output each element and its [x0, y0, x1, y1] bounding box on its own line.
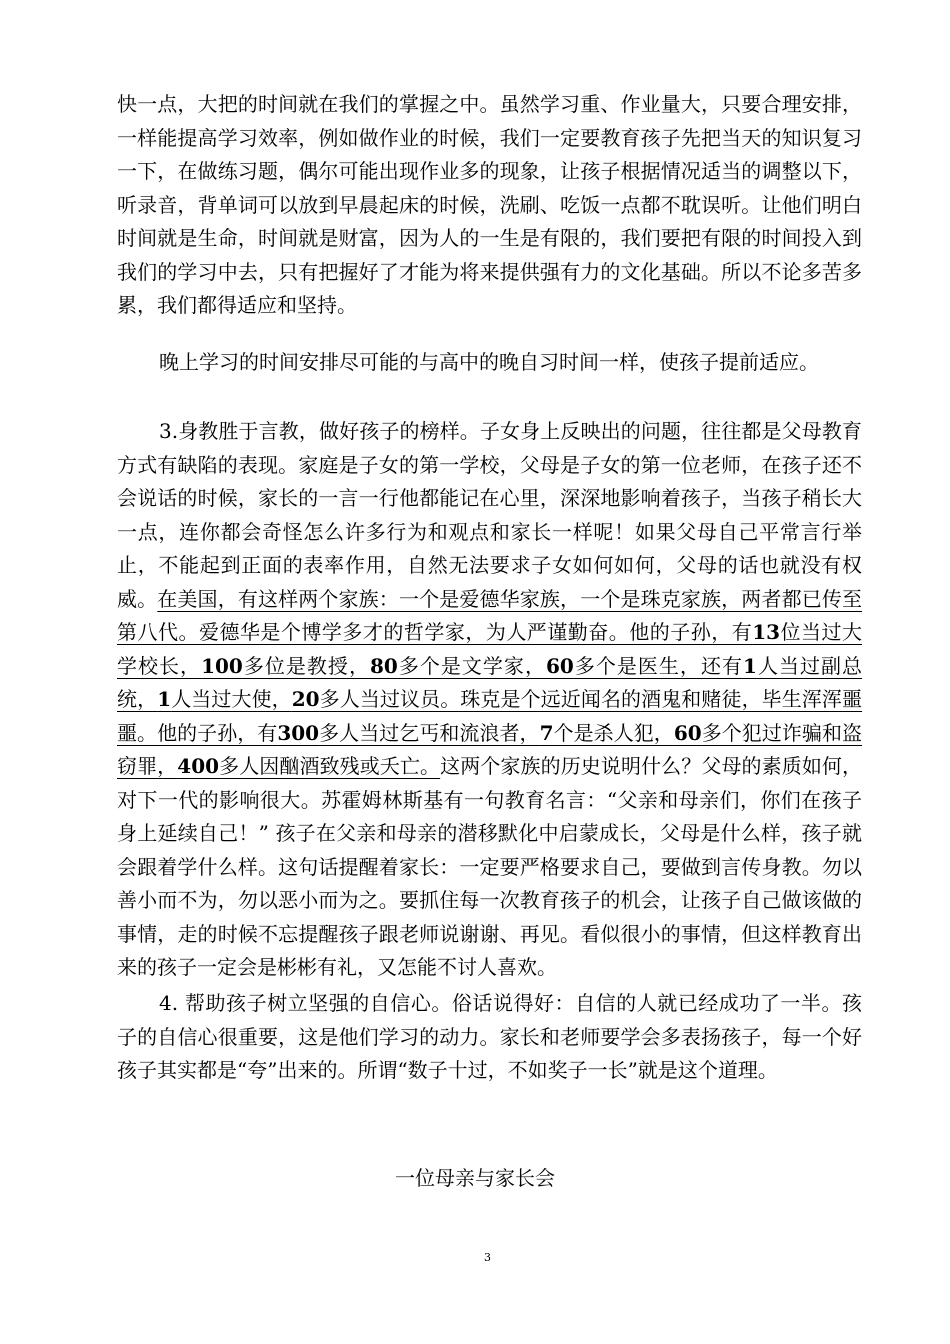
- paragraph-text: 这两个家族的历史说明什么？父母的素质如何，对下一代的影响很大。苏霍姆林斯基有一句教育名言：“父亲和母亲们，你们在孩子身上延续自己！” 孩子在父亲和母亲的潜移默化中启蒙成长，父母是什么样，孩子就会跟着学什么样。这句话提醒着家长：一定要严格要求自己，要做到言传身教。勿以善小而不为，勿以恶小而为之。要抓住每一次教育孩子的机会，让孩子自己做该做的事情，走的时候不忘提醒孩子跟老师说谢谢、再见。看似很小的事情，但这样教育出来的孩子一定会是彬彬有礼，又怎能不讨人喜欢。: [117, 754, 863, 979]
- section-heading: 一位母亲与家长会: [395, 1166, 555, 1190]
- underlined-family-story: 在美国，有这样两个家族：一个是爱德华家族，一个是珠克家族，两者都已传至第八代。爱德华是个博学多才的哲学家，为人严谨勤奋。他的子孙，有13位当过大学校长，100多位是教授，80多个是文学家，60多个是医生，还有1人当过副总统，1人当过大使，20多人当过议员。珠克是个远近闻名的酒鬼和赌徒，毕生浑浑噩噩。他的子孙，有300多人当过乞丐和流浪者，7个是杀人犯，60多个犯过诈骗和盗窃罪，400多人因酗酒致残或夭亡。: [117, 586, 863, 778]
- page-number: 3: [484, 1251, 491, 1264]
- paragraph-time-management: 快一点，大把的时间就在我们的掌握之中。虽然学习重、作业量大，只要合理安排，一样能提高学习效率，例如做作业的时候，我们一定要教育孩子先把当天的知识复习一下，在做练习题，偶尔可能出现作业多的现象，让孩子根据情况适当的调整以下，听录音，背单词可以放到早晨起床的时候，洗刷、吃饭一点都不耽误听。让他们明白时间就是生命，时间就是财富，因为人的一生是有限的，我们要把有限的时间投入到我们的学习中去，只有把握好了才能为将来提供强有力的文化基础。所以不论多苦多累，我们都得适应和坚持。: [117, 92, 862, 317]
- paragraph-lead-by-example: [117, 415, 862, 985]
- paragraph-text: 3.身教胜于言教，做好孩子的榜样。子女身上反映出的问题，往往都是父母教育方式有缺陷的表现。家庭是子女的第一学校，父母是子女的第一位老师，在孩子还不会说话的时候，家长的一言一行他都能记在心里，深深地影响着孩子，当孩子稍长大一点，连你都会奇怪怎么许多行为和观点和家长一样呢！如果父母自己平常言行举止，不能起到正面的表率作用，自然无法要求子女如何如何，父母的话也就没有权威。: [117, 419, 862, 611]
- paragraph-confidence: 4. 帮助孩子树立坚强的自信心。俗话说得好：自信的人就已经成功了一半。孩子的自信心很重要，这是他们学习的动力。家长和老师要学会多表扬孩子，每一个好孩子其实都是“夸”出来的。所谓“数子十过，不如奖子一长”就是这个道理。: [117, 991, 862, 1082]
- paragraph-evening-study: 晚上学习的时间安排尽可能的与高中的晚自习时间一样，使孩子提前适应。: [159, 350, 819, 374]
